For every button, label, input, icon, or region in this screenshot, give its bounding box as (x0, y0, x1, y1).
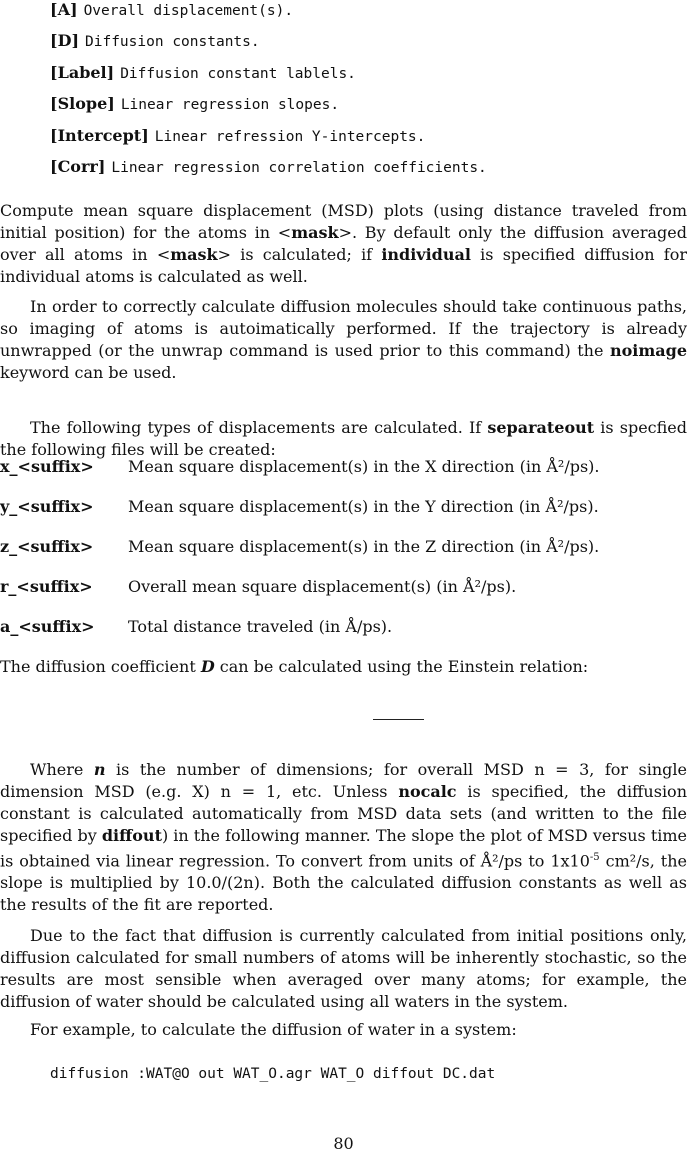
paragraph-einstein: The diffusion coefficient D can be calculated using the Einstein relation: (0, 657, 589, 676)
file-row-z (0, 537, 599, 559)
paragraph-intro: Compute mean square displacement (MSD) plots (using distance traveled from initial position) for the atoms in <mask>. By default only the diffusion averaged over all atoms in <mask> is calculated; if individual is specified diffusion for individual atoms is calculated as well. (0, 201, 687, 286)
file-row-r (0, 577, 516, 599)
def-key: [D] (50, 31, 80, 50)
file-name: x_<suffix> (0, 457, 94, 476)
def-desc: Linear refression Y-intercepts. (154, 129, 426, 145)
symbol-n: n (93, 760, 106, 779)
page-number: 80 (333, 1134, 354, 1153)
paragraph-output-types: The following types of displacements are calculated. If separateout is specfied the following files will be created: (0, 418, 687, 459)
file-name: a_<suffix> (0, 617, 95, 636)
def-desc: Diffusion constants. (85, 34, 260, 50)
file-row-y (0, 497, 599, 519)
def-key: [Intercept] (50, 126, 149, 145)
file-desc: Overall mean square displacement(s) (in Å²/ps). (128, 577, 517, 596)
paragraph-example: For example, to calculate the diffusion of water in a system: (30, 1020, 517, 1039)
paragraph-imaging: In order to correctly calculate diffusion molecules should take continuous paths, so imaging of atoms is autoimatically performed. If the trajectory is already unwrapped (or the unwrap command is used prior to this command) the noimage keyword can be used. (0, 297, 687, 382)
file-name: z_<suffix> (0, 537, 94, 556)
file-desc: Mean square displacement(s) in the X direction (in Å²/ps). (128, 457, 600, 476)
keyword-noimage: noimage (609, 341, 687, 360)
def-row-a (50, 0, 293, 22)
def-row-slope (50, 94, 339, 116)
file-name: y_<suffix> (0, 497, 94, 516)
def-row-d (50, 31, 260, 53)
def-desc: Linear regression correlation coefficients. (111, 160, 487, 176)
def-row-label (50, 63, 356, 85)
paragraph-stochastic: Due to the fact that diffusion is currently calculated from initial positions only, diffusion calculated for small numbers of atoms will be inherently stochastic, so the results are most sensible when averaged over many atoms; for example, the diffusion of water should be calculated using all waters in the system. (0, 926, 687, 1011)
file-desc: Total distance traveled (in Å/ps). (128, 617, 393, 636)
symbol-d: D (200, 657, 215, 676)
file-row-x (0, 457, 600, 479)
def-key: [Label] (50, 63, 115, 82)
file-desc: Mean square displacement(s) in the Z direction (in Å²/ps). (128, 537, 600, 556)
file-name: r_<suffix> (0, 577, 93, 596)
equation-fraction-bar (373, 719, 424, 720)
keyword-mask: mask (170, 245, 218, 264)
keyword-nocalc: nocalc (398, 782, 457, 801)
def-key: [Slope] (50, 94, 115, 113)
def-key: [Corr] (50, 157, 106, 176)
exponent: -5 (589, 852, 600, 863)
keyword-individual: individual (381, 245, 471, 264)
keyword-diffout: diffout (101, 826, 162, 845)
def-row-intercept (50, 126, 425, 148)
def-row-corr (50, 157, 487, 179)
keyword-separateout: separateout (487, 418, 595, 437)
def-key: [A] (50, 0, 78, 19)
code-example: diffusion :WAT@O out WAT_O.agr WAT_O diffout DC.dat (50, 1066, 496, 1082)
keyword-mask: mask (291, 223, 339, 242)
def-desc: Linear regression slopes. (120, 97, 340, 113)
def-desc: Overall displacement(s). (83, 3, 294, 19)
paragraph-where: Where n is the number of dimensions; for overall MSD n = 3, for single dimension MSD (e.g. X) n = 1, etc. Unless nocalc is specified, the diffusion constant is calculated automatically from MSD data sets (and written to the file specified by diffout) in the following manner. The slope the plot of MSD versus time is obtained via linear regression. To convert from units of Å²/ps to $1x10^{-5}$ cm²/s, the slope is multiplied by 10.0/(2n). Both the calculated diffusion constants as well as the results of the fit are reported. (0, 760, 687, 915)
file-row-a (0, 617, 392, 639)
def-desc: Diffusion constant lablels. (120, 66, 356, 82)
file-desc: Mean square displacement(s) in the Y direction (in Å²/ps). (128, 497, 599, 516)
